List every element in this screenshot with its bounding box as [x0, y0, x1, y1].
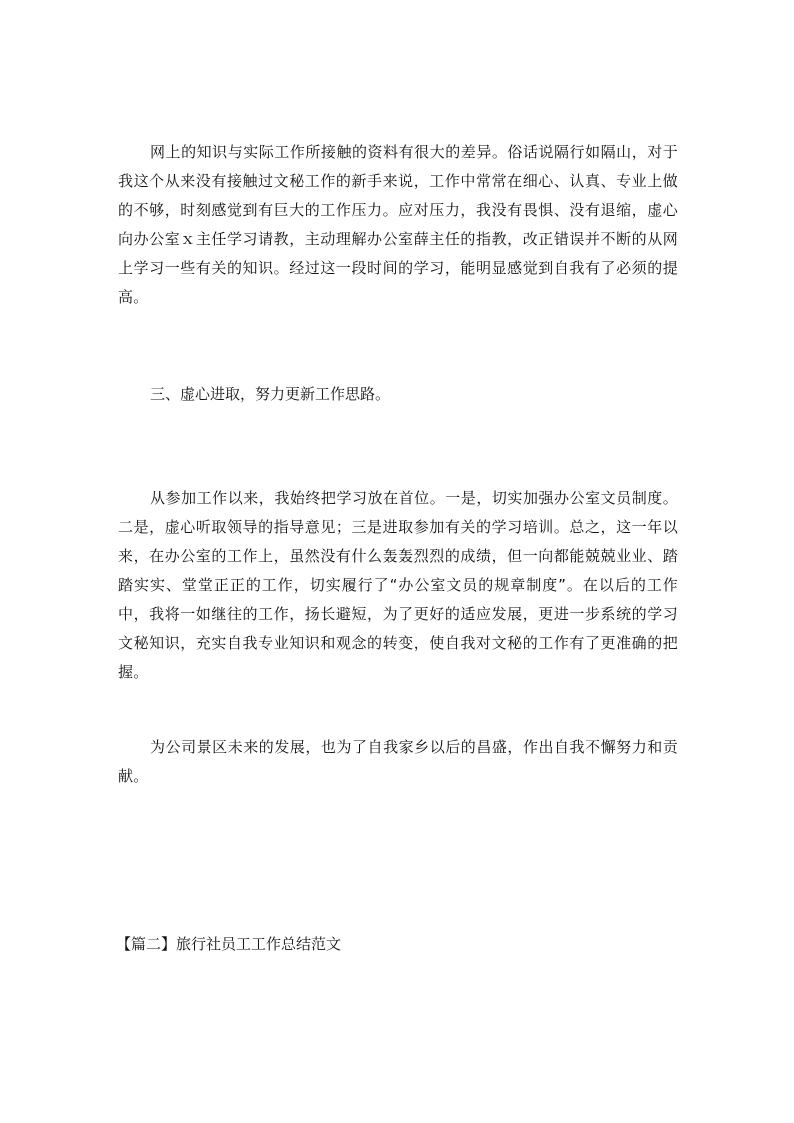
paragraph-contribution: 为公司景区未来的发展，也为了自我家乡以后的昌盛，作出自我不懈努力和贡献。 [118, 738, 678, 785]
paragraph-pressure: 网上的知识与实际工作所接触的资料有很大的差异。俗话说隔行如隔山，对于我这个从来没有接触过文秘工作的新手来说，工作中常常在细心、认真、专业上做的不够，时刻感觉到有巨大的工作压力。应对压力，我没有畏惧、没有退缩，虚心向办公室ｘ主任学习请教，主动理解办公室薛主任的指教，改正错误并不断的从网上学习一些有关的知识。经过这一段时间的学习，能明显感觉到自我有了必须的提高。 [118, 143, 678, 306]
section-title-part-two: 【篇二】旅行社员工工作总结范文 [116, 935, 342, 953]
section-heading-three: 三、虚心进取，努力更新工作思路。 [150, 385, 391, 403]
paragraph-learning: 从参加工作以来，我始终把学习放在首位。一是，切实加强办公室文员制度。二是，虚心听取领导的指导意见；三是进取参加有关的学习培训。总之，这一年以来，在办公室的工作上，虽然没有什么轰轰烈烈的成绩，但一向都能兢兢业业、踏踏实实、堂堂正正的工作，切实履行了“办公室文员的规章制度”。在以后的工作中，我将一如继往的工作，扬长避短，为了更好的适应发展，更进一步系统的学习文秘知识，充实自我专业知识和观念的转变，使自我对文秘的工作有了更准确的把握。 [118, 489, 678, 681]
